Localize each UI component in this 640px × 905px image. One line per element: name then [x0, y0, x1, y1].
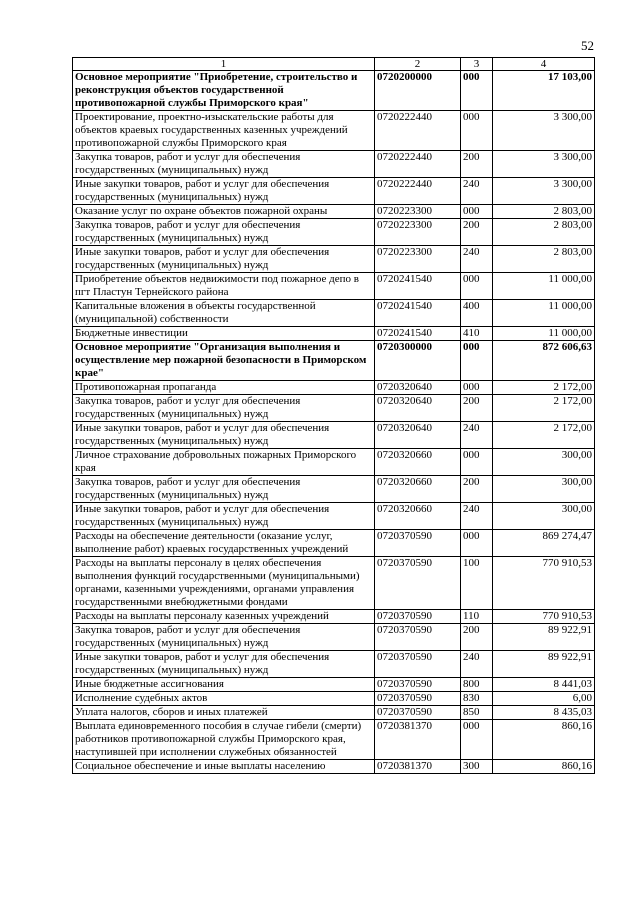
row-code: 0720223300 [375, 219, 461, 246]
row-name: Приобретение объектов недвижимости под пожарное депо в пгт Пластун Тернейского района [73, 273, 375, 300]
row-type: 110 [461, 610, 493, 624]
row-code: 0720223300 [375, 246, 461, 273]
row-amount: 11 000,00 [493, 327, 595, 341]
row-code: 0720241540 [375, 327, 461, 341]
row-type: 100 [461, 557, 493, 610]
row-amount: 2 172,00 [493, 422, 595, 449]
row-code: 0720370590 [375, 557, 461, 610]
row-amount: 11 000,00 [493, 273, 595, 300]
page-number: 52 [581, 38, 594, 53]
table-row [73, 205, 595, 219]
row-code: 0720370590 [375, 706, 461, 720]
row-type: 240 [461, 178, 493, 205]
table-row [73, 341, 595, 381]
row-name: Расходы на обеспечение деятельности (оказание услуг, выполнение работ) краевых государственных учреждений [73, 530, 375, 557]
row-type: 000 [461, 720, 493, 760]
row-name: Расходы на выплаты персоналу казенных учреждений [73, 610, 375, 624]
row-amount: 860,16 [493, 720, 595, 760]
row-code: 0720320640 [375, 381, 461, 395]
row-name: Иные закупки товаров, работ и услуг для обеспечения государственных (муниципальных) нужд [73, 246, 375, 273]
table-row [73, 178, 595, 205]
row-code: 0720222440 [375, 151, 461, 178]
row-code: 0720370590 [375, 692, 461, 706]
row-amount: 8 441,03 [493, 678, 595, 692]
row-amount: 8 435,03 [493, 706, 595, 720]
column-header-4: 4 [493, 58, 595, 71]
row-amount: 770 910,53 [493, 610, 595, 624]
row-type: 800 [461, 678, 493, 692]
row-type: 000 [461, 205, 493, 219]
row-code: 0720223300 [375, 205, 461, 219]
row-code: 0720381370 [375, 760, 461, 774]
row-type: 000 [461, 71, 493, 111]
row-amount: 300,00 [493, 476, 595, 503]
row-name: Проектирование, проектно-изыскательские работы для объектов краевых государственных казенных учреждений противопожарной службы Приморского края [73, 111, 375, 151]
column-header-1: 1 [73, 58, 375, 71]
table-row [73, 151, 595, 178]
row-code: 0720370590 [375, 530, 461, 557]
table-row [73, 503, 595, 530]
table-row [73, 557, 595, 610]
table-row [73, 395, 595, 422]
row-name: Иные закупки товаров, работ и услуг для обеспечения государственных (муниципальных) нужд [73, 178, 375, 205]
row-code: 0720222440 [375, 111, 461, 151]
row-code: 0720241540 [375, 300, 461, 327]
row-amount: 3 300,00 [493, 178, 595, 205]
row-amount: 89 922,91 [493, 624, 595, 651]
row-type: 300 [461, 760, 493, 774]
table-row [73, 678, 595, 692]
row-code: 0720300000 [375, 341, 461, 381]
row-type: 000 [461, 381, 493, 395]
row-amount: 6,00 [493, 692, 595, 706]
table-row [73, 300, 595, 327]
row-amount: 2 803,00 [493, 205, 595, 219]
row-name: Иные закупки товаров, работ и услуг для обеспечения государственных (муниципальных) нужд [73, 651, 375, 678]
row-type: 200 [461, 624, 493, 651]
row-amount: 2 803,00 [493, 219, 595, 246]
row-amount: 89 922,91 [493, 651, 595, 678]
row-amount: 770 910,53 [493, 557, 595, 610]
row-type: 830 [461, 692, 493, 706]
row-amount: 300,00 [493, 449, 595, 476]
row-name: Закупка товаров, работ и услуг для обеспечения государственных (муниципальных) нужд [73, 151, 375, 178]
column-header-2: 2 [375, 58, 461, 71]
row-amount: 3 300,00 [493, 111, 595, 151]
table-row [73, 273, 595, 300]
row-code: 0720320640 [375, 422, 461, 449]
row-name: Закупка товаров, работ и услуг для обеспечения государственных (муниципальных) нужд [73, 624, 375, 651]
table-row [73, 692, 595, 706]
table-row [73, 760, 595, 774]
table-row [73, 476, 595, 503]
row-type: 240 [461, 503, 493, 530]
row-name: Закупка товаров, работ и услуг для обеспечения государственных (муниципальных) нужд [73, 219, 375, 246]
row-amount: 872 606,63 [493, 341, 595, 381]
row-type: 200 [461, 219, 493, 246]
budget-table [72, 57, 595, 774]
row-name: Иные закупки товаров, работ и услуг для обеспечения государственных (муниципальных) нужд [73, 503, 375, 530]
column-header-3: 3 [461, 58, 493, 71]
row-code: 0720370590 [375, 624, 461, 651]
row-type: 240 [461, 651, 493, 678]
table-header [73, 58, 595, 71]
table-row [73, 651, 595, 678]
row-amount: 860,16 [493, 760, 595, 774]
row-type: 240 [461, 422, 493, 449]
row-code: 0720320660 [375, 503, 461, 530]
row-name: Противопожарная пропаганда [73, 381, 375, 395]
row-type: 410 [461, 327, 493, 341]
table-row [73, 246, 595, 273]
row-type: 200 [461, 476, 493, 503]
row-name: Уплата налогов, сборов и иных платежей [73, 706, 375, 720]
table-body [73, 71, 595, 774]
row-name: Закупка товаров, работ и услуг для обеспечения государственных (муниципальных) нужд [73, 476, 375, 503]
table-row [73, 530, 595, 557]
table-row [73, 219, 595, 246]
row-code: 0720200000 [375, 71, 461, 111]
row-type: 000 [461, 341, 493, 381]
row-name: Оказание услуг по охране объектов пожарной охраны [73, 205, 375, 219]
row-amount: 2 803,00 [493, 246, 595, 273]
row-code: 0720241540 [375, 273, 461, 300]
row-type: 850 [461, 706, 493, 720]
row-name: Иные бюджетные ассигнования [73, 678, 375, 692]
row-code: 0720320660 [375, 476, 461, 503]
row-type: 000 [461, 273, 493, 300]
row-amount: 11 000,00 [493, 300, 595, 327]
table-row [73, 720, 595, 760]
row-name: Исполнение судебных актов [73, 692, 375, 706]
row-code: 0720370590 [375, 651, 461, 678]
row-name: Закупка товаров, работ и услуг для обеспечения государственных (муниципальных) нужд [73, 395, 375, 422]
table-row [73, 422, 595, 449]
table-row [73, 624, 595, 651]
row-type: 240 [461, 246, 493, 273]
row-type: 200 [461, 151, 493, 178]
row-name: Социальное обеспечение и иные выплаты населению [73, 760, 375, 774]
row-type: 200 [461, 395, 493, 422]
row-type: 400 [461, 300, 493, 327]
row-name: Капитальные вложения в объекты государственной (муниципальной) собственности [73, 300, 375, 327]
row-name: Бюджетные инвестиции [73, 327, 375, 341]
row-type: 000 [461, 449, 493, 476]
row-amount: 17 103,00 [493, 71, 595, 111]
table-row [73, 706, 595, 720]
row-name: Выплата единовременного пособия в случае гибели (смерти) работников противопожарной службы Приморского края, наступившей при исполнении служебных обязанностей [73, 720, 375, 760]
row-code: 0720320640 [375, 395, 461, 422]
row-amount: 300,00 [493, 503, 595, 530]
table-row [73, 71, 595, 111]
row-amount: 2 172,00 [493, 395, 595, 422]
table-row [73, 610, 595, 624]
row-name: Иные закупки товаров, работ и услуг для обеспечения государственных (муниципальных) нужд [73, 422, 375, 449]
table-row [73, 327, 595, 341]
row-name: Личное страхование добровольных пожарных Приморского края [73, 449, 375, 476]
row-type: 000 [461, 530, 493, 557]
table-row [73, 111, 595, 151]
row-amount: 869 274,47 [493, 530, 595, 557]
table-row [73, 449, 595, 476]
row-name: Основное мероприятие "Приобретение, строительство и реконструкция объектов государственной противопожарной службы Приморского края" [73, 71, 375, 111]
table-row [73, 381, 595, 395]
row-code: 0720370590 [375, 610, 461, 624]
row-amount: 3 300,00 [493, 151, 595, 178]
row-name: Расходы на выплаты персоналу в целях обеспечения выполнения функций государственными (муниципальными) органами, казенными учреждениями, органами управления государственными внебюджетными фондами [73, 557, 375, 610]
row-amount: 2 172,00 [493, 381, 595, 395]
row-name: Основное мероприятие "Организация выполнения и осуществление мер пожарной безопасности в Приморском крае" [73, 341, 375, 381]
header-row [73, 58, 595, 71]
row-code: 0720222440 [375, 178, 461, 205]
row-code: 0720320660 [375, 449, 461, 476]
row-type: 000 [461, 111, 493, 151]
row-code: 0720370590 [375, 678, 461, 692]
row-code: 0720381370 [375, 720, 461, 760]
